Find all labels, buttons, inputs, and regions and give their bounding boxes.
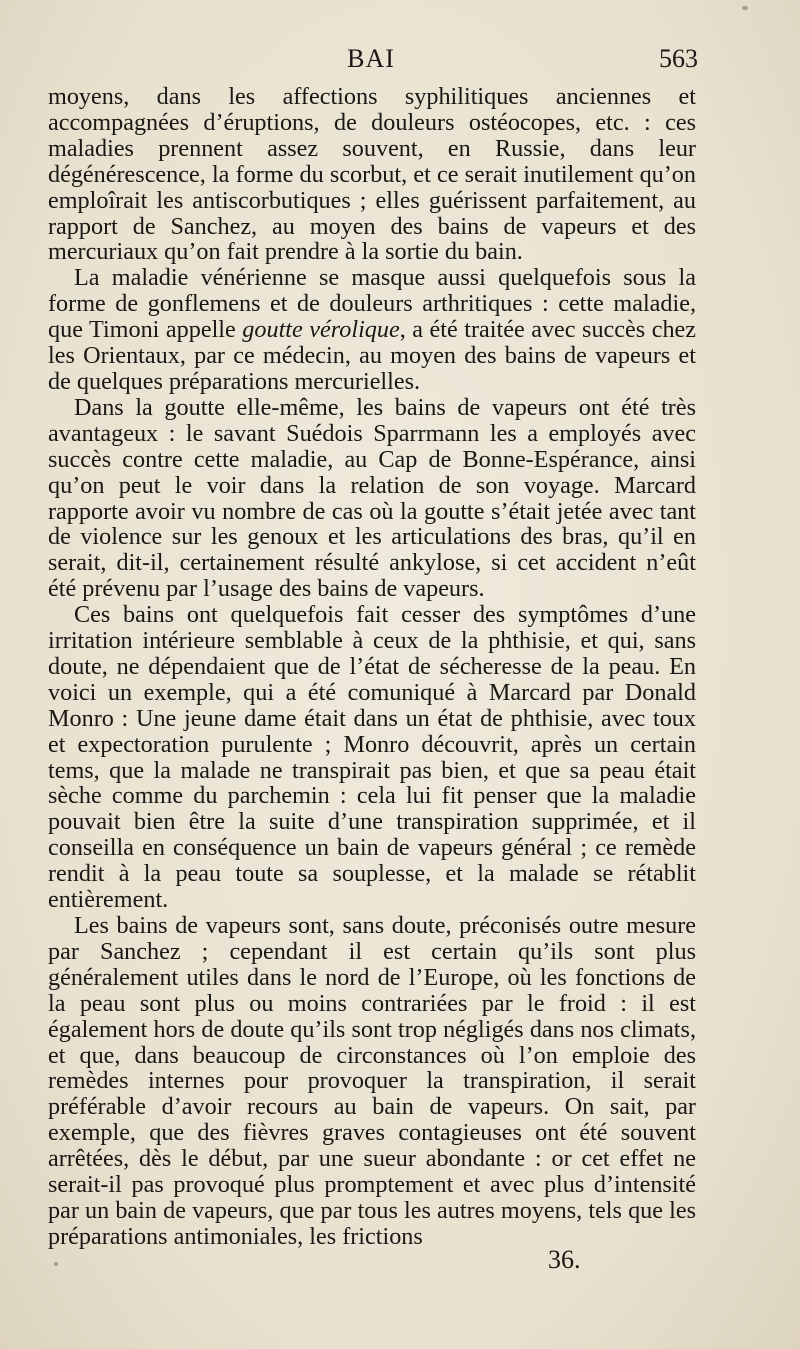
paragraph: Dans la goutte elle-même, les bains de vapeurs ont été très avantageux : le savant Suédois Sparrmann les a employés avec succès contre cette maladie, au Cap de Bonne-Espérance, ainsi qu’on peut le voir dans la relation de son voyage. Marcard rapporte avoir vu nombre de cas où la goutte s’était jetée avec tant de violence sur les genoux et les articulations des bras, qu’il en serait, dit-il, certainement résulté ankylose, si cet accident n’eût été prévenu par l’usage des bains de vapeurs. bbox=[48, 393, 696, 603]
running-head: BAI bbox=[347, 44, 395, 73]
paragraph: La maladie vénérienne se masque aussi quelquefois sous la forme de gonflemens et de douleurs arthritiques : cette maladie, que Timoni appelle goutte vérolique, a été traitée avec succès chez les Orientaux, par ce médecin, au moyen des bains de vapeurs et de quelques préparations mercurielles. bbox=[48, 264, 697, 395]
body-text bbox=[48, 84, 696, 1250]
paragraph: moyens, dans les affections syphilitiques anciennes et accompagnées d’éruptions, de douleurs ostéocopes, etc. : ces maladies prennent assez souvent, en Russie, dans leur dégénérescence, la forme du scorbut, et ce serait inutilement qu’on emploîrait les antiscorbutiques ; elles guérissent parfaitement, au rapport de Sanchez, au moyen des bains de vapeurs et des mercuriaux qu’on fait prendre à la sortie du bain. bbox=[48, 83, 696, 266]
page-number: 563 bbox=[659, 44, 698, 73]
signature-mark: 36. bbox=[548, 1245, 581, 1274]
ink-spot bbox=[54, 1262, 58, 1266]
paragraph: Les bains de vapeurs sont, sans doute, préconisés outre mesure par Sanchez ; cependant il est certain qu’ils sont plus généralement utiles dans le nord de l’Europe, où les fonctions de la peau sont plus ou moins contrariées par le froid : il est également hors de doute qu’ils sont trop négligés dans nos climats, et que, dans beaucoup de circonstances où l’on emploie des remèdes internes pour provoquer la transpiration, il serait préférable d’avoir recours au bain de vapeurs. On sait, par exemple, que des fièvres graves contagieuses ont été souvent arrêtées, dès le début, par une sueur abondante : or cet effet ne serait-il pas provoqué plus promptement et avec plus d’intensité par un bain de vapeurs, que par tous les autres moyens, tels que les préparations antimoniales, les frictions bbox=[48, 912, 696, 1250]
paragraph: Ces bains ont quelquefois fait cesser des symptômes d’une irritation intérieure semblable à ceux de la phthisie, et qui, sans doute, ne dépendaient que de l’état de sécheresse de la peau. En voici un exemple, qui a été comuniqué à Marcard par Donald Monro : Une jeune dame était dans un état de phthisie, avec toux et expectoration purulente ; Monro découvrit, après un certain tems, que la malade ne transpirait pas bien, et que sa peau était sèche comme du parchemin : cela lui fit penser que la maladie pouvait bien être la suite d’une transpiration supprimée, et il conseilla en conséquence un bain de vapeurs général ; ce remède rendit à la peau toute sa souplesse, et la malade se rétablit entièrement. bbox=[48, 601, 696, 914]
ink-spot bbox=[742, 6, 748, 10]
page-header bbox=[48, 44, 698, 84]
